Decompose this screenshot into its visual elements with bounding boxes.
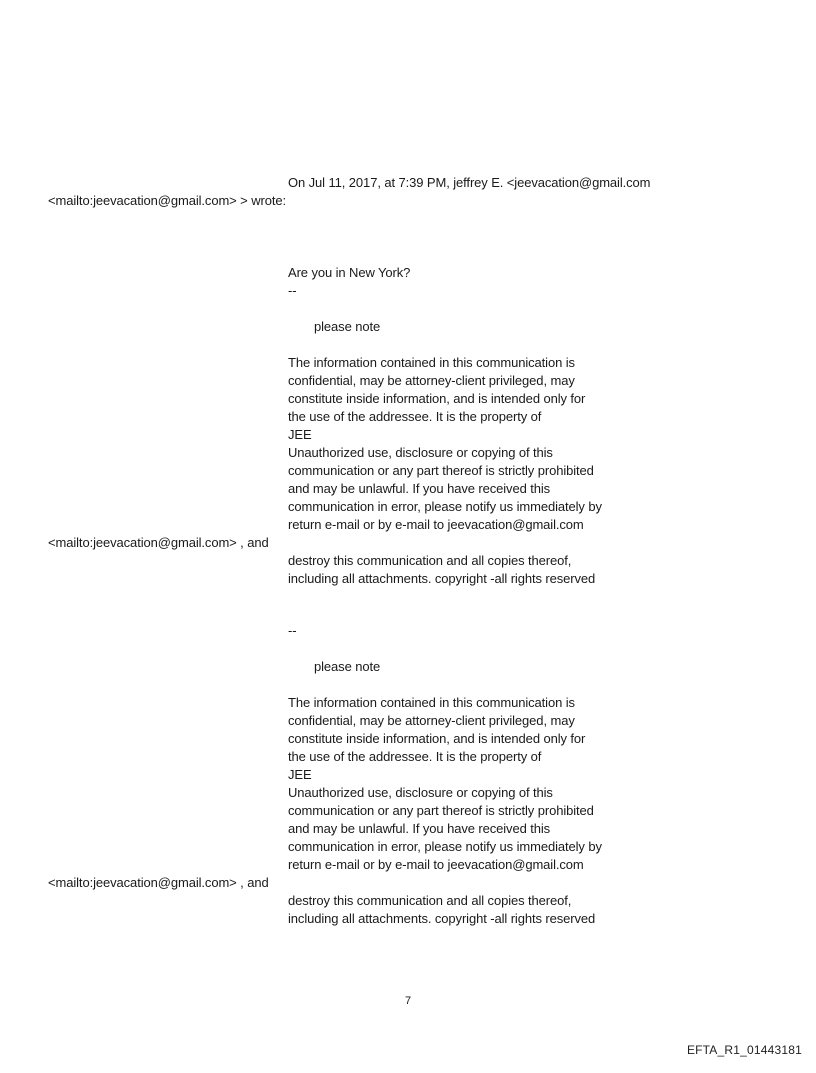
notice-2-line: JEE — [288, 767, 312, 782]
notice-1-line: communication or any part thereof is strictly prohibited — [288, 463, 594, 478]
notice-1-line: the use of the addressee. It is the property of — [288, 409, 542, 424]
page-number: 7 — [404, 995, 412, 1007]
notice-1-tail-line: including all attachments. copyright -all rights reserved — [288, 571, 596, 586]
notice-2-line: return e-mail or by e-mail to jeevacation@gmail.com — [288, 857, 584, 872]
message-separator: -- — [288, 283, 297, 298]
notice-2-heading: please note — [314, 659, 381, 674]
notice-1-line: JEE — [288, 427, 312, 442]
notice-1-line: Unauthorized use, disclosure or copying of this — [288, 445, 553, 460]
notice-2-line: communication or any part thereof is strictly prohibited — [288, 803, 594, 818]
notice-1-line: The information contained in this communication is — [288, 355, 575, 370]
notice-2-line: and may be unlawful. If you have received this — [288, 821, 551, 836]
notice-1-line: communication in error, please notify us immediately by — [288, 499, 602, 514]
notice-1-heading: please note — [314, 319, 381, 334]
message-question: Are you in New York? — [288, 265, 411, 280]
email-header-line-1: On Jul 11, 2017, at 7:39 PM, jeffrey E. <jeevacation@gmail.com — [288, 175, 651, 190]
notice-2-line: constitute inside information, and is intended only for — [288, 731, 586, 746]
notice-1-line: constitute inside information, and is intended only for — [288, 391, 586, 406]
notice-1-tail-line: destroy this communication and all copies thereof, — [288, 553, 572, 568]
notice-1-line: confidential, may be attorney-client privileged, may — [288, 373, 575, 388]
notice-2-tail-line: destroy this communication and all copies thereof, — [288, 893, 572, 908]
notice-2-line: communication in error, please notify us immediately by — [288, 839, 602, 854]
notice-1-line: return e-mail or by e-mail to jeevacation@gmail.com — [288, 517, 584, 532]
notice-2-line: The information contained in this communication is — [288, 695, 575, 710]
notice-2-tail-line: including all attachments. copyright -all rights reserved — [288, 911, 596, 926]
notice-2-line: the use of the addressee. It is the property of — [288, 749, 542, 764]
notice-1-line: and may be unlawful. If you have received this — [288, 481, 551, 496]
document-id: EFTA_R1_01443181 — [686, 1043, 802, 1057]
notice-2-line: Unauthorized use, disclosure or copying of this — [288, 785, 553, 800]
notice-2-mailto-line: <mailto:jeevacation@gmail.com> , and — [48, 875, 269, 890]
notice-2-line: confidential, may be attorney-client privileged, may — [288, 713, 575, 728]
email-header-line-2: <mailto:jeevacation@gmail.com> > wrote: — [48, 193, 286, 208]
second-separator: -- — [288, 623, 297, 638]
notice-1-mailto-line: <mailto:jeevacation@gmail.com> , and — [48, 535, 269, 550]
